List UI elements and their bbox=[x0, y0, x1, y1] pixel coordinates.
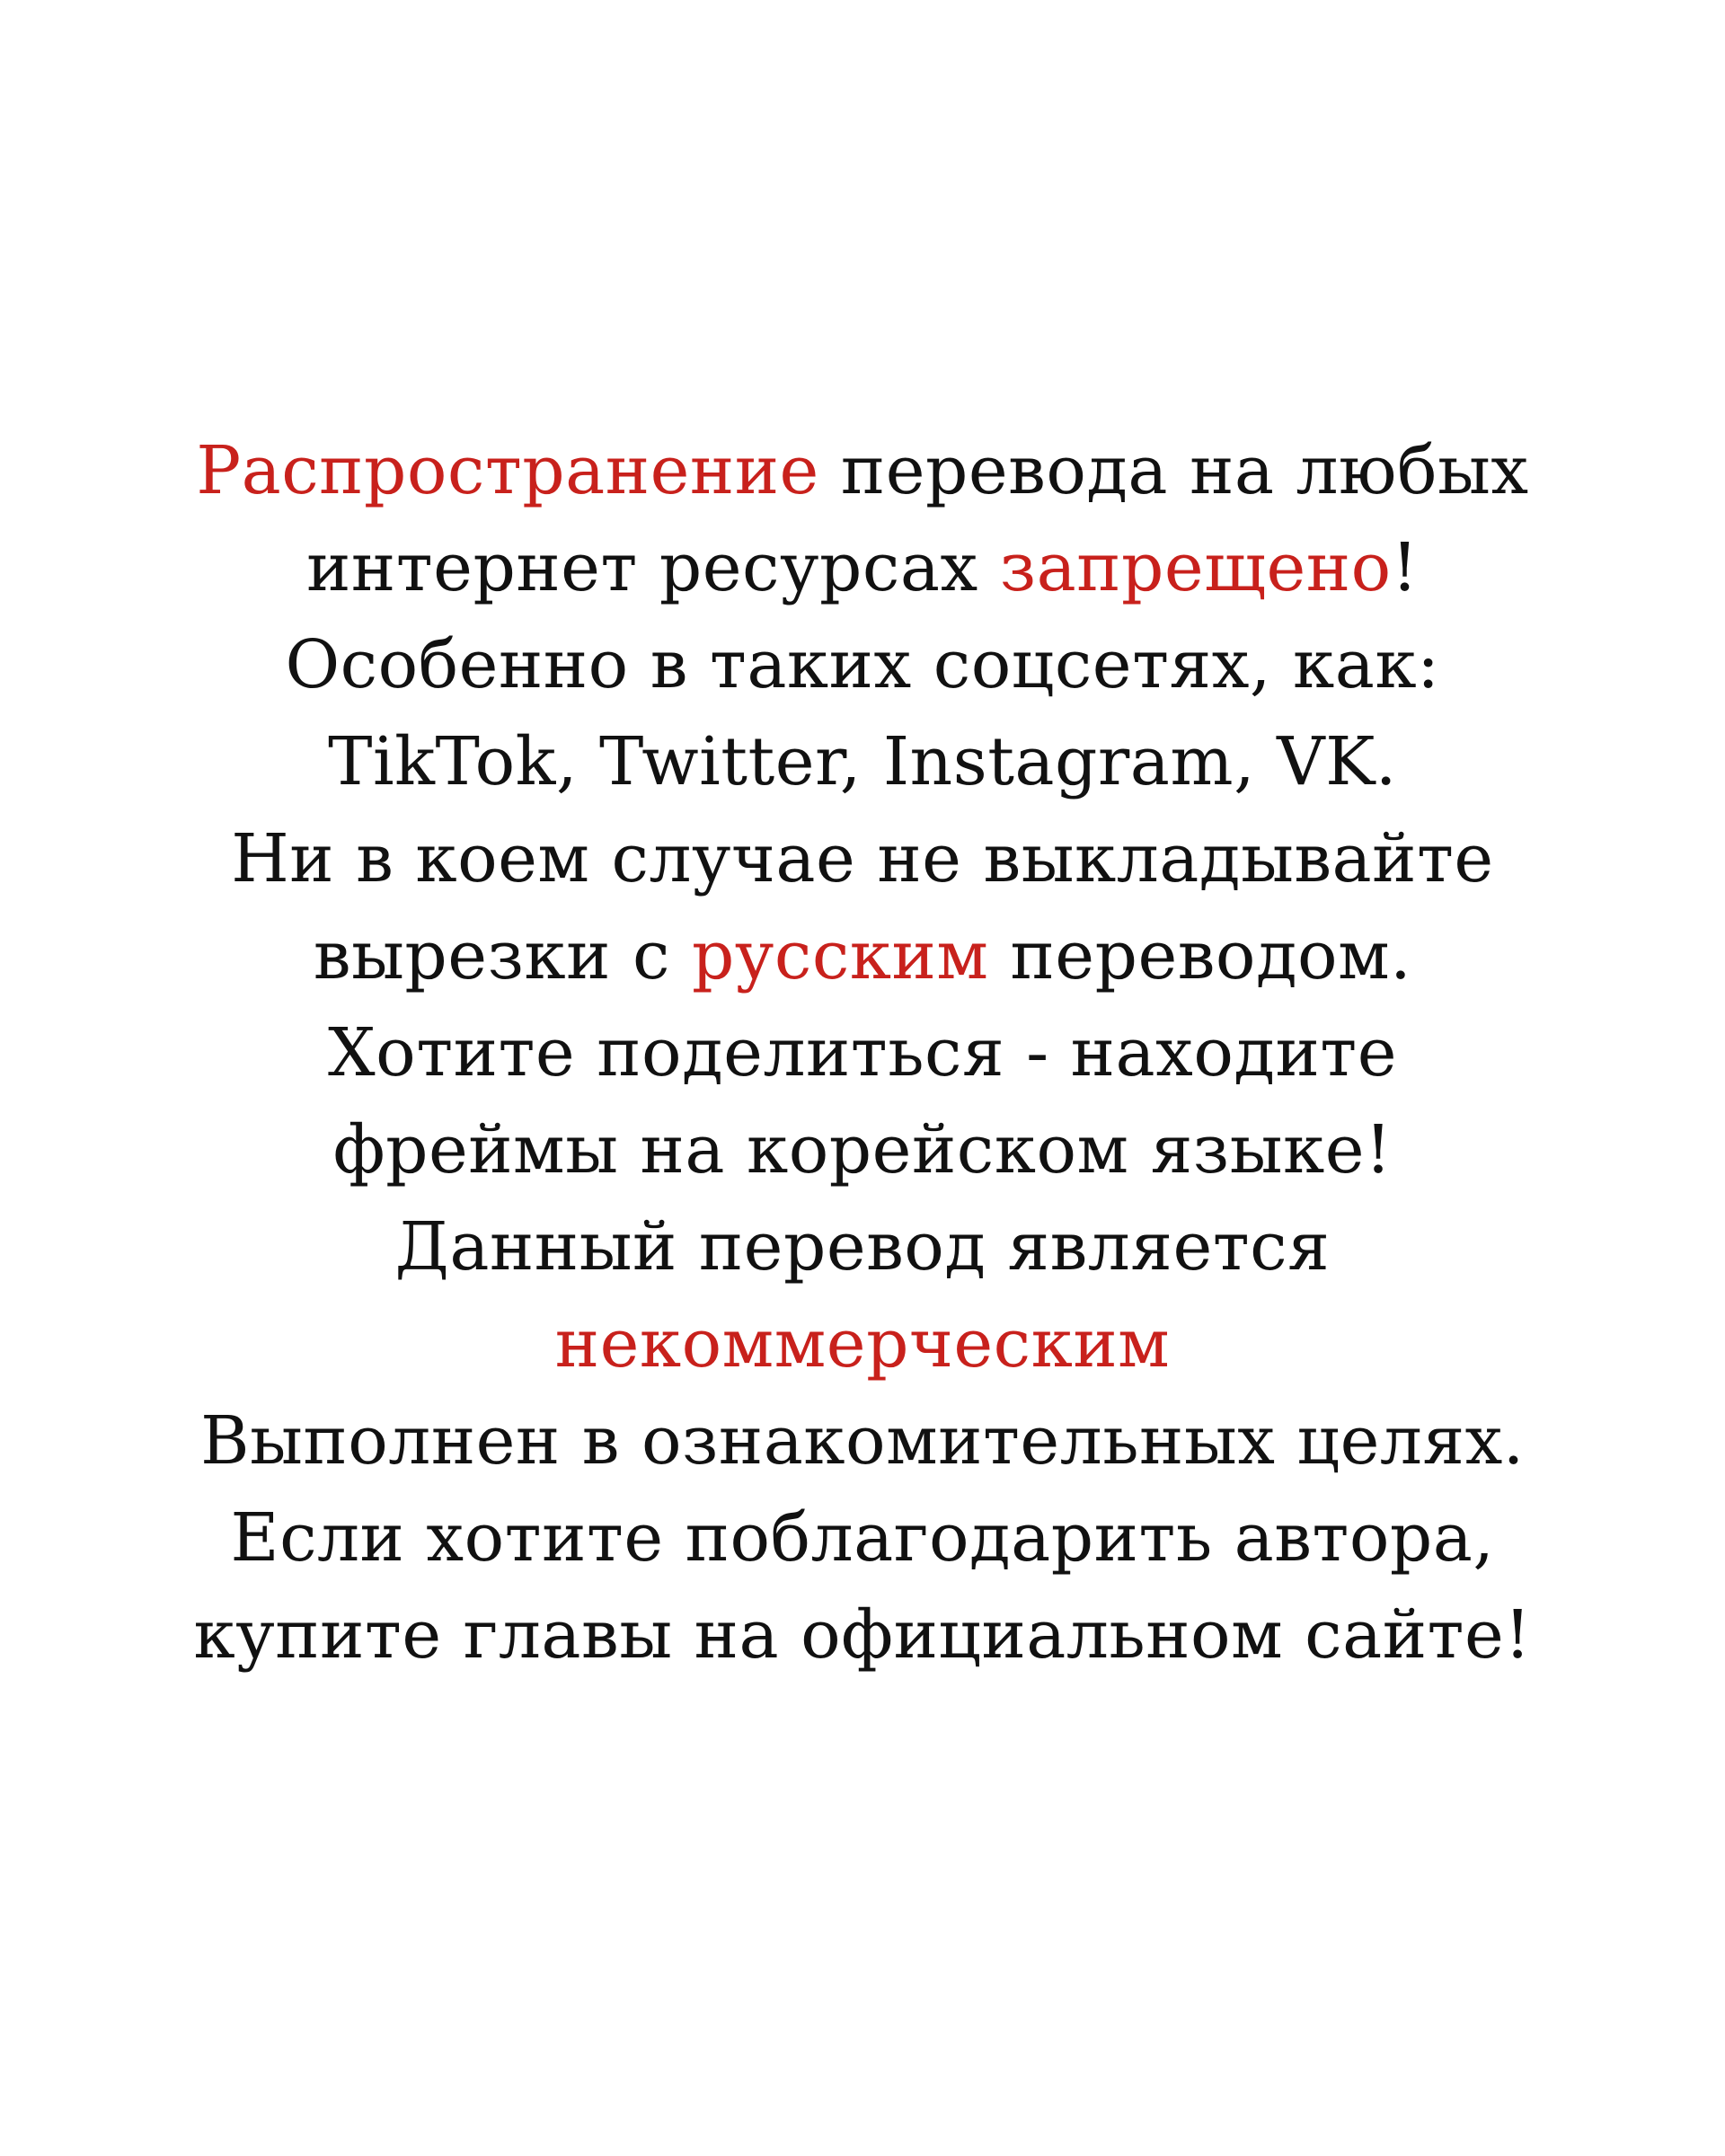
notice-text: перевода на любых bbox=[818, 432, 1529, 509]
translation-notice bbox=[0, 422, 1725, 1683]
notice-line-11: Выполнен в ознакомительных целях. bbox=[200, 1402, 1525, 1480]
notice-text: интернет ресурсах bbox=[306, 529, 1000, 606]
notice-line-4: TikTok, Twitter, Instagram, VK. bbox=[328, 723, 1397, 800]
notice-text: переводом. bbox=[988, 917, 1412, 994]
notice-text: ! bbox=[1391, 529, 1419, 606]
notice-line-3: Особенно в таких соцсетях, как: bbox=[285, 626, 1440, 703]
notice-line-13: купите главы на официальном сайте! bbox=[193, 1596, 1532, 1674]
notice-text: вырезки с bbox=[313, 917, 692, 994]
notice-line-5: Ни в коем случае не выкладывайте bbox=[231, 820, 1494, 897]
notice-line-2 bbox=[0, 519, 1725, 616]
notice-line-12: Если хотите поблагодарить автора, bbox=[230, 1499, 1495, 1577]
notice-line-9: Данный перевод является bbox=[394, 1208, 1331, 1286]
highlight-russian: русским bbox=[692, 917, 989, 994]
highlight-distribution: Распространение bbox=[196, 432, 819, 509]
highlight-prohibited: запрещено bbox=[999, 529, 1392, 606]
notice-line-7: Хотите поделиться - находите bbox=[327, 1014, 1398, 1091]
notice-line-8: фреймы на корейском языке! bbox=[332, 1111, 1393, 1188]
highlight-noncommercial: некоммерческим bbox=[554, 1305, 1171, 1383]
notice-line-1 bbox=[0, 422, 1725, 519]
notice-line-6 bbox=[0, 907, 1725, 1004]
